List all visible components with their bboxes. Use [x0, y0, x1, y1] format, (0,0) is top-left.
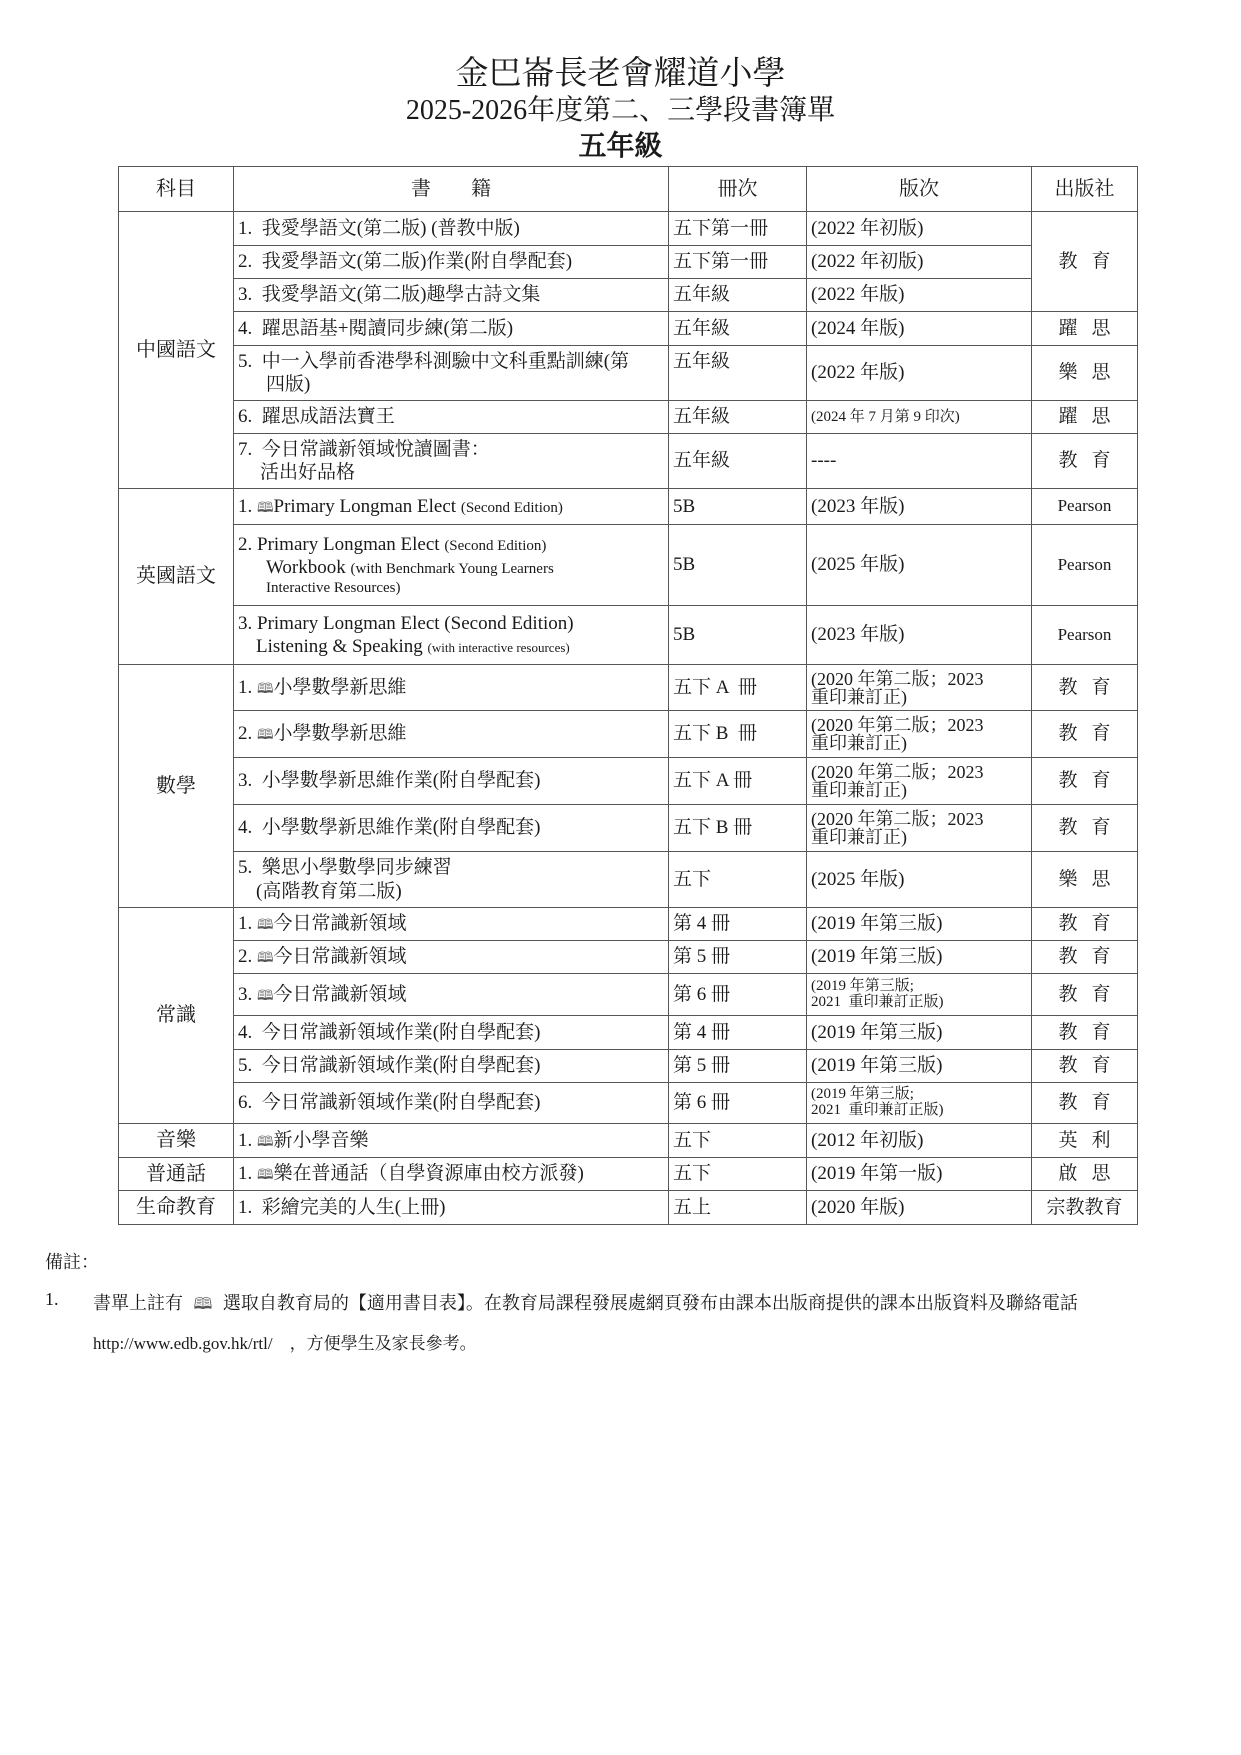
book-number: 1. [238, 676, 257, 698]
table-row [119, 401, 1138, 434]
book-title: 3. 小學數學新思維作業(附自學配套) [234, 758, 669, 805]
edition: (2025 年版) [807, 525, 1032, 606]
book-icon: 🕮 [257, 680, 274, 697]
publisher: 英利 [1032, 1124, 1138, 1158]
publisher: 教育 [1032, 758, 1138, 805]
book-number: 3. [238, 612, 257, 634]
book-title-line2: 四版) [266, 374, 311, 395]
edition: (2019 年第一版) [807, 1158, 1032, 1191]
publisher: 教育 [1032, 908, 1138, 941]
edition [807, 665, 1032, 711]
edition: (2022 年版) [807, 279, 1032, 312]
book-title [234, 665, 669, 711]
volume: 第 4 冊 [669, 1016, 807, 1050]
book-title-line2: 活出好品格 [260, 462, 356, 483]
book-title: 1. 我愛學語文(第二版) (普教中版) [234, 212, 669, 246]
publisher: 教育 [1032, 212, 1138, 312]
document-title: 2025-2026年度第二、三學段書簿單 [405, 95, 836, 126]
book-note: (with interactive resources) [427, 640, 570, 655]
publisher: 教育 [1032, 711, 1138, 758]
book-edition-note: (Second Edition) [460, 499, 563, 516]
book-note: (with Benchmark Young Learners [350, 560, 554, 577]
book-title [234, 711, 669, 758]
volume: 五下 [669, 852, 807, 908]
edition: (2024 年版) [807, 312, 1032, 346]
volume: 五下 B 冊 [669, 711, 807, 758]
table-row [119, 246, 1138, 279]
volume: 第 4 冊 [669, 908, 807, 941]
book-title: 3. 我愛學語文(第二版)趣學古詩文集 [234, 279, 669, 312]
book-name: Primary Longman Elect (Second Edition) [257, 612, 574, 634]
edition-line2: 重印兼訂正) [811, 780, 907, 800]
table-row [119, 489, 1138, 525]
publisher: 教育 [1032, 1016, 1138, 1050]
edition-line1: (2020 年第二版；2023 [811, 668, 984, 689]
volume: 五年級 [669, 346, 807, 401]
book-icon: 🕮 [257, 917, 274, 934]
book-title: 1. 彩繪完美的人生(上冊) [234, 1191, 669, 1225]
book-icon: 🕮 [257, 499, 274, 516]
edition: (2023 年版) [807, 606, 1032, 665]
table-row [119, 974, 1138, 1016]
book-title [234, 941, 669, 974]
volume: 五上 [669, 1191, 807, 1225]
volume: 五下第一冊 [669, 246, 807, 279]
edition-line1: (2019 年第三版; [811, 1086, 914, 1103]
table-row [119, 434, 1138, 489]
note-text-after-icon: 選取自教育局的【適用書目表】。在教育局課程發展處網頁發布由課本出版商提供的課本出版資料及聯絡電話 [222, 1293, 1078, 1313]
book-title [234, 1158, 669, 1191]
publisher: 躍思 [1032, 401, 1138, 434]
book-title-line1 [238, 612, 664, 635]
volume: 五下第一冊 [669, 212, 807, 246]
publisher: 教育 [1032, 974, 1138, 1016]
volume: 5B [669, 525, 807, 606]
column-header-books: 書 籍 [234, 167, 669, 212]
column-header-volume: 冊次 [669, 167, 807, 212]
publisher: 啟思 [1032, 1158, 1138, 1191]
note-number: 1. [45, 1289, 59, 1309]
table-row [119, 758, 1138, 805]
edition-line2: 2021 重印兼訂正版) [811, 1102, 944, 1118]
edition [807, 711, 1032, 758]
school-name: 金巴崙長老會耀道小學 [455, 56, 786, 92]
edition-line1: (2020 年第二版；2023 [811, 762, 984, 782]
book-number: 2. [238, 723, 257, 745]
publisher: 樂思 [1032, 346, 1138, 401]
book-edition-note: (Second Edition) [444, 537, 547, 554]
book-title: 6. 今日常識新領域作業(附自學配套) [234, 1083, 669, 1124]
edition-line1: (2020 年第二版；2023 [811, 809, 984, 829]
table-row [119, 852, 1138, 908]
subject-math: 數學 [119, 665, 234, 908]
subject-general-studies: 常識 [119, 908, 234, 1124]
book-title [234, 434, 669, 489]
book-title [234, 974, 669, 1016]
table-row [119, 279, 1138, 312]
publisher: Pearson [1032, 489, 1138, 525]
table-row [119, 606, 1138, 665]
book-number: 2. [238, 533, 257, 555]
note-url-line: http://www.edb.gov.hk/rtl/ ，方便學生及家長參考。 [93, 1334, 477, 1353]
table-row [119, 1050, 1138, 1083]
book-number: 2. [238, 946, 257, 968]
subject-life-education: 生命教育 [119, 1191, 234, 1225]
book-name: Primary Longman Elect [273, 495, 457, 517]
book-title-line2 [238, 556, 664, 579]
book-title [234, 489, 669, 525]
volume: 第 5 冊 [669, 941, 807, 974]
book-title: 2. 我愛學語文(第二版)作業(附自學配套) [234, 246, 669, 279]
book-title-line3: Interactive Resources) [266, 580, 401, 597]
publisher: Pearson [1032, 525, 1138, 606]
edition: ---- [807, 434, 1032, 489]
edition-line1: (2019 年第三版; [811, 977, 914, 994]
book-title: 5. 今日常識新領域作業(附自學配套) [234, 1050, 669, 1083]
notes-heading: 備註： [45, 1252, 99, 1272]
edition: (2025 年版) [807, 852, 1032, 908]
book-title: 4. 小學數學新思維作業(附自學配套) [234, 805, 669, 852]
volume: 五下 B 冊 [669, 805, 807, 852]
table-row [119, 1083, 1138, 1124]
table-row [119, 212, 1138, 246]
column-header-subject: 科目 [119, 167, 234, 212]
edition-line2: 2021 重印兼訂正版) [811, 993, 944, 1010]
volume: 第 5 冊 [669, 1050, 807, 1083]
book-name: 新小學音樂 [273, 1129, 369, 1151]
volume: 五下 A 冊 [669, 758, 807, 805]
publisher: 教育 [1032, 1083, 1138, 1124]
volume: 第 6 冊 [669, 974, 807, 1016]
book-name-line2: Workbook [266, 556, 346, 578]
book-title: 6. 躍思成語法寶王 [234, 401, 669, 434]
book-title [234, 346, 669, 401]
book-title-line2: (高階教育第二版) [256, 880, 402, 902]
book-number: 3. [238, 983, 257, 1005]
book-icon: 🕮 [257, 987, 274, 1004]
publisher: Pearson [1032, 606, 1138, 665]
volume: 五下 [669, 1124, 807, 1158]
book-icon: 🕮 [193, 1294, 213, 1313]
booklist-table [118, 166, 1138, 1225]
book-title-line1 [238, 533, 664, 556]
grade-title: 五年級 [578, 129, 663, 162]
book-number: 1. [238, 1163, 257, 1185]
edition-line2: 重印兼訂正) [811, 733, 907, 753]
book-title-line1: 7. 今日常識新領域悅讀圖書： [238, 438, 490, 460]
publisher: 教育 [1032, 941, 1138, 974]
publisher: 教育 [1032, 665, 1138, 711]
note-text [93, 1289, 1078, 1320]
edition [807, 758, 1032, 805]
subject-putonghua: 普通話 [119, 1158, 234, 1191]
edition [807, 1083, 1032, 1124]
book-title: 4. 躍思語基+閱讀同步練(第二版) [234, 312, 669, 346]
table-row [119, 1124, 1138, 1158]
edition-line1: (2020 年第二版；2023 [811, 715, 984, 735]
book-name-line2: Listening & Speaking [256, 636, 423, 657]
edition [807, 805, 1032, 852]
book-number: 1. [238, 495, 257, 517]
book-icon: 🕮 [257, 1167, 274, 1184]
edition: (2012 年初版) [807, 1124, 1032, 1158]
publisher: 教育 [1032, 805, 1138, 852]
table-row [119, 711, 1138, 758]
publisher: 樂思 [1032, 852, 1138, 908]
book-name: 今日常識新領域 [273, 946, 407, 968]
book-name: 今日常識新領域 [273, 913, 407, 935]
edition: (2019 年第三版) [807, 1016, 1032, 1050]
book-title [234, 852, 669, 908]
volume: 五年級 [669, 401, 807, 434]
edition: (2022 年初版) [807, 246, 1032, 279]
book-name: 今日常識新領域 [273, 983, 407, 1005]
publisher: 教育 [1032, 434, 1138, 489]
volume: 五下 [669, 1158, 807, 1191]
book-title-line1: 5. 中一入學前香港學科測驗中文科重點訓練(第 [238, 350, 630, 372]
subject-music: 音樂 [119, 1124, 234, 1158]
note-text-before-icon: 書單上註有 [93, 1293, 183, 1313]
table-row [119, 665, 1138, 711]
volume: 五年級 [669, 434, 807, 489]
column-header-edition: 版次 [807, 167, 1032, 212]
table-row [119, 1191, 1138, 1225]
book-number: 1. [238, 1129, 257, 1151]
subject-chinese: 中國語文 [119, 212, 234, 489]
volume: 五年級 [669, 279, 807, 312]
book-title [234, 1124, 669, 1158]
table-row [119, 805, 1138, 852]
table-row [119, 346, 1138, 401]
volume: 五年級 [669, 312, 807, 346]
book-title [234, 606, 669, 665]
publisher: 躍思 [1032, 312, 1138, 346]
publisher: 宗教教育 [1032, 1191, 1138, 1225]
edition: (2022 年初版) [807, 212, 1032, 246]
table-row [119, 525, 1138, 606]
edition: (2024 年 7 月第 9 印次) [807, 401, 1032, 434]
book-name: Primary Longman Elect [257, 533, 440, 555]
volume: 5B [669, 489, 807, 525]
volume: 第 6 冊 [669, 1083, 807, 1124]
book-icon: 🕮 [257, 950, 274, 967]
edition: (2019 年第三版) [807, 908, 1032, 941]
edition: (2019 年第三版) [807, 1050, 1032, 1083]
book-title-line1: 5. 樂思小學數學同步練習 [238, 857, 452, 879]
table-header-row [119, 167, 1138, 212]
edition-line2: 重印兼訂正) [811, 686, 907, 707]
book-title-line2 [238, 635, 664, 658]
book-name: 小學數學新思維 [273, 676, 407, 698]
table-row [119, 1158, 1138, 1191]
book-icon: 🕮 [257, 1133, 274, 1150]
book-title [234, 908, 669, 941]
table-row [119, 312, 1138, 346]
edition-line2: 重印兼訂正) [811, 827, 907, 847]
book-icon: 🕮 [257, 727, 274, 744]
book-title: 4. 今日常識新領域作業(附自學配套) [234, 1016, 669, 1050]
edition: (2022 年版) [807, 346, 1032, 401]
table-row [119, 1016, 1138, 1050]
book-name: 小學數學新思維 [273, 723, 407, 745]
volume: 五下 A 冊 [669, 665, 807, 711]
edition: (2020 年版) [807, 1191, 1032, 1225]
book-name: 樂在普通話（自學資源庫由校方派發) [273, 1163, 584, 1185]
volume: 5B [669, 606, 807, 665]
table-row [119, 941, 1138, 974]
publisher: 教育 [1032, 1050, 1138, 1083]
edition: (2019 年第三版) [807, 941, 1032, 974]
column-header-publisher: 出版社 [1032, 167, 1138, 212]
book-number: 1. [238, 913, 257, 935]
edition [807, 974, 1032, 1016]
edition: (2023 年版) [807, 489, 1032, 525]
book-title [234, 525, 669, 606]
table-row [119, 908, 1138, 941]
subject-english: 英國語文 [119, 489, 234, 665]
